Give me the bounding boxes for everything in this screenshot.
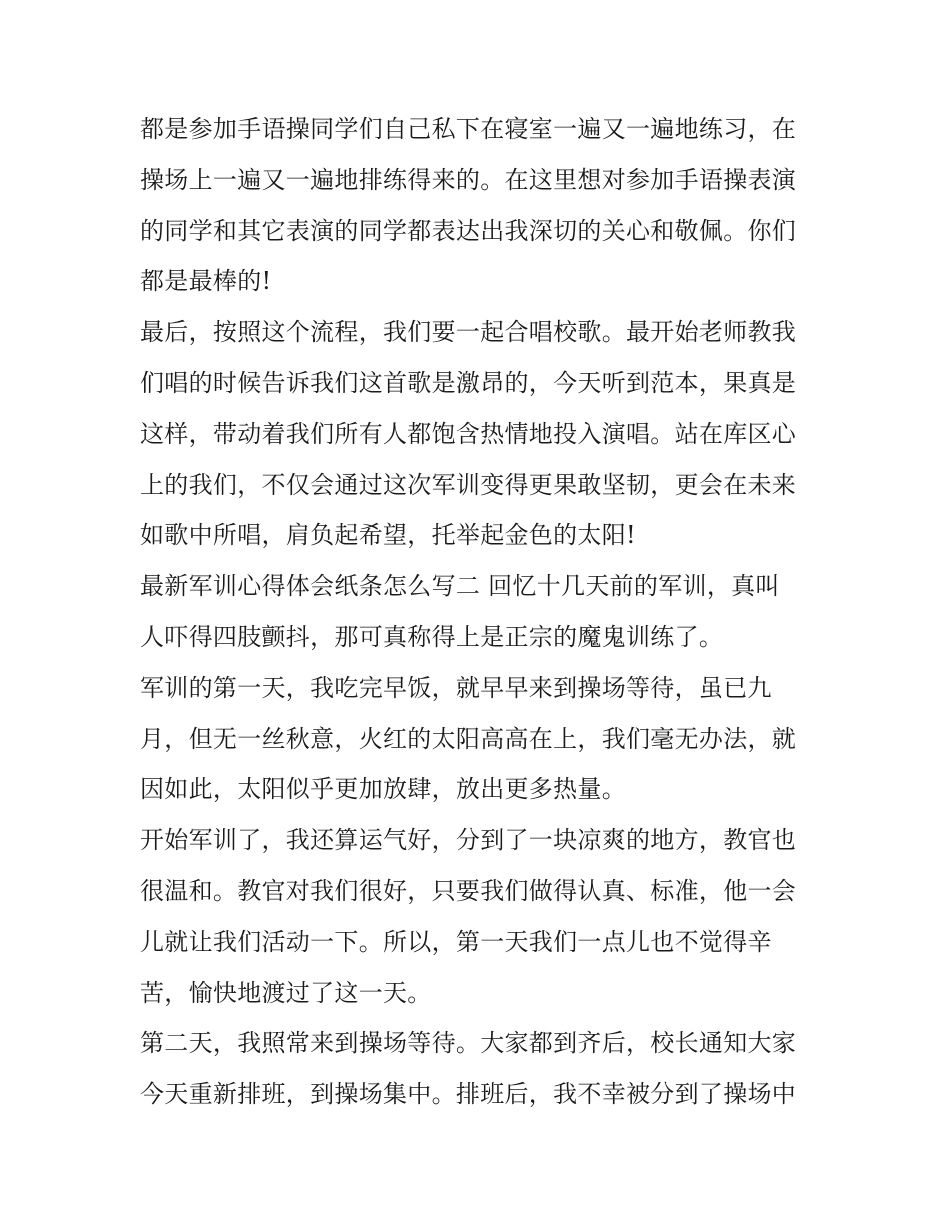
text-line: 军训的第一天，我吃完早饭，就早早来到操场等待，虽已九 bbox=[140, 673, 772, 702]
text-line: 今天重新排班，到操场集中。排班后，我不幸被分到了操场中 bbox=[140, 1080, 797, 1109]
text-line: 最后，按照这个流程，我们要一起合唱校歌。最开始老师教我 bbox=[140, 318, 797, 347]
text-line: 月，但无一丝秋意，火红的太阳高高在上，我们毫无办法，就 bbox=[140, 724, 797, 753]
text-line: 们唱的时候告诉我们这首歌是激昂的，今天听到范本，果真是 bbox=[140, 368, 797, 397]
text-line: 都是参加手语操同学们自己私下在寝室一遍又一遍地练习，在 bbox=[140, 115, 797, 143]
text-line: 很温和。教官对我们很好，只要我们做得认真、标准，他一会 bbox=[140, 876, 797, 905]
text-line: 开始军训了，我还算运气好，分到了一块凉爽的地方，教官也 bbox=[140, 826, 797, 855]
document-body bbox=[140, 104, 820, 1120]
text-line: 人吓得四肢颤抖，那可真称得上是正宗的魔鬼训练了。 bbox=[140, 622, 724, 651]
text-line: 的同学和其它表演的同学都表达出我深切的关心和敬佩。你们 bbox=[140, 216, 797, 245]
text-line: 都是最棒的! bbox=[140, 267, 272, 296]
text-line: 如歌中所唱，肩负起希望，托举起金色的太阳! bbox=[140, 521, 636, 550]
text-line: 第二天，我照常来到操场等待。大家都到齐后，校长通知大家 bbox=[140, 1029, 797, 1058]
text-line: 这样，带动着我们所有人都饱含热情地投入演唱。站在库区心 bbox=[140, 419, 797, 448]
text-line: 上的我们，不仅会通过这次军训变得更果敢坚韧，更会在未来 bbox=[140, 470, 797, 499]
text-line: 最新军训心得体会纸条怎么写二 回忆十几天前的军训，真叫 bbox=[140, 572, 780, 601]
text-line: 儿就让我们活动一下。所以，第一天我们一点儿也不觉得辛 bbox=[140, 927, 772, 956]
text-line: 操场上一遍又一遍地排练得来的。在这里想对参加手语操表演 bbox=[140, 165, 797, 194]
text-line: 苦，愉快地渡过了这一天。 bbox=[140, 978, 432, 1007]
text-line: 因如此，太阳似乎更加放肆，放出更多热量。 bbox=[140, 775, 626, 804]
